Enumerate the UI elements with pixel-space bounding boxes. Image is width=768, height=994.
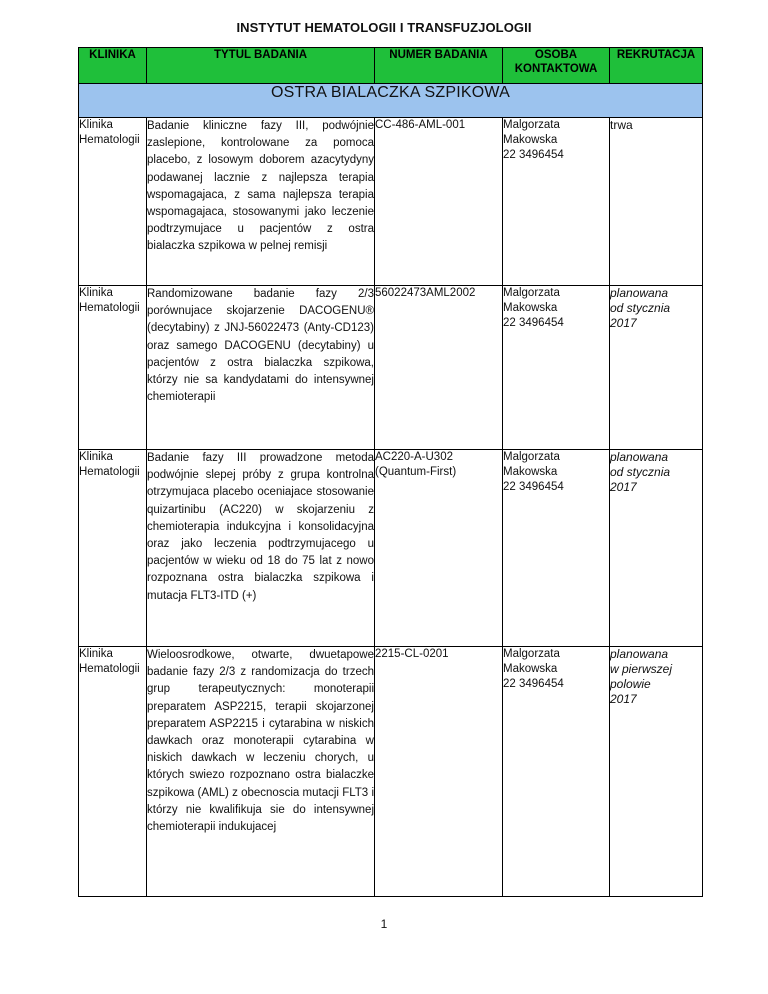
header-tytul-badania: TYTUL BADANIA (147, 48, 375, 84)
recruitment-cell (610, 118, 703, 286)
contact-person-cell (503, 647, 610, 897)
study-title-cell (147, 286, 375, 450)
header-klinika: KLINIKA (79, 48, 147, 84)
study-title: Wieloosrodkowe, otwarte, dwuetapowe badanie fazy 2/3 z randomizacja do trzech grup terapeutycznych: monoterapii preparatem ASP2215, terapii skojarzonej preparatem ASP2215 i cytarabina w niskich dawkach oraz monoterapii cytarabina w niskich dawkach w leczeniu chorych, u których swiezo rozpoznano ostra bialaczke szpikowa (AML) z obecnoscia mutacji FLT3 i którzy nie kwalifikuja sie do intensywnej chemioterapii indukujacej (147, 649, 374, 834)
recruitment-line: planowana (610, 647, 669, 661)
recruitment-line: od stycznia (610, 301, 671, 315)
contact-line: 22 3496454 (503, 678, 564, 690)
recruitment-cell (610, 450, 703, 647)
clinic-line: Hematologii (79, 302, 140, 314)
number-line: 56022473AML2002 (375, 287, 476, 299)
number-line: 2215-CL-0201 (375, 648, 449, 660)
page-number: 1 (380, 917, 388, 931)
table-row (79, 286, 703, 450)
clinic-line: Hematologii (79, 466, 140, 478)
contact-line: 22 3496454 (503, 481, 564, 493)
table-row (79, 118, 703, 286)
clinic-line: Hematologii (79, 663, 140, 675)
study-number-cell (375, 647, 503, 897)
contact-line: Malgorzata (503, 119, 560, 131)
table-row (79, 647, 703, 897)
recruitment-line: planowana (610, 286, 669, 300)
recruitment-line: trwa (610, 118, 633, 132)
recruitment-line: od stycznia (610, 465, 671, 479)
contact-line: Makowska (503, 466, 558, 478)
header-numer-badania: NUMER BADANIA (375, 48, 503, 84)
study-title-cell (147, 647, 375, 897)
study-title-cell (147, 450, 375, 647)
contact-person-cell (503, 450, 610, 647)
contact-person-cell (503, 118, 610, 286)
section-row (79, 84, 703, 118)
contact-line: Makowska (503, 663, 558, 675)
clinic-line: Hematologii (79, 134, 140, 146)
header-osoba-kontaktowa: OSOBA KONTAKTOWA (503, 48, 610, 84)
clinic-cell (79, 118, 147, 286)
section-title: OSTRA BIALACZKA SZPIKOWA (79, 84, 703, 118)
clinic-cell (79, 647, 147, 897)
table-header-row (79, 48, 703, 84)
contact-line: Malgorzata (503, 287, 560, 299)
study-title: Randomizowane badanie fazy 2/3 porównujace skojarzenie DACOGENU® (decytabiny) z JNJ-56022473 (Anty-CD123) oraz samego DACOGENU (decytabiny) u pacjentów z ostra bialaczka szpikowa, którzy nie sa kandydatami do intensywnej chemioterapii (147, 288, 374, 404)
number-line: CC-486-AML-001 (375, 119, 466, 131)
number-line: AC220-A-U302 (375, 451, 453, 463)
recruitment-line: w pierwszej (610, 662, 673, 676)
study-title: Badanie fazy III prowadzone metoda podwójnie slepej próby z grupa kontrolna otrzymujaca placebo oceniajace stosowanie quizartinibu (AC220) w skojarzeniu z chemioterapia indukcyjna i konsolidacyjna oraz jako leczenia podtrzymujacego u pacjentów w wieku od 18 do 75 lat z nowo rozpoznana ostra bialaczka szpikowa i mutacja FLT3-ITD (+) (147, 452, 374, 602)
contact-line: Makowska (503, 302, 558, 314)
study-title: Badanie kliniczne fazy III, podwójnie zaslepione, kontrolowane za pomoca placebo, z losowym doborem azacytydyny podawanej lacznie z najlepsza terapia wspomagajaca, z sama najlepsza terapia wspomagajaca, stosowanymi jako leczenie podtrzymujace u pacjentów z ostra bialaczka szpikowa w pelnej remisji (147, 120, 374, 253)
clinic-line: Klinika (79, 287, 113, 299)
contact-line: Malgorzata (503, 451, 560, 463)
contact-line: 22 3496454 (503, 149, 564, 161)
contact-line: Malgorzata (503, 648, 560, 660)
study-number-cell (375, 286, 503, 450)
clinical-trials-table (78, 47, 703, 897)
clinic-line: Klinika (79, 451, 113, 463)
study-number-cell (375, 118, 503, 286)
contact-person-cell (503, 286, 610, 450)
contact-line: Makowska (503, 134, 558, 146)
study-number-cell (375, 450, 503, 647)
contact-line: 22 3496454 (503, 317, 564, 329)
clinic-cell (79, 450, 147, 647)
clinic-line: Klinika (79, 119, 113, 131)
clinic-cell (79, 286, 147, 450)
recruitment-cell (610, 647, 703, 897)
clinic-line: Klinika (79, 648, 113, 660)
recruitment-line: planowana (610, 450, 669, 464)
recruitment-line: 2017 (610, 316, 637, 330)
recruitment-line: 2017 (610, 692, 637, 706)
table-row (79, 450, 703, 647)
document-title: INSTYTUT HEMATOLOGII I TRANSFUZJOLOGII (236, 20, 532, 35)
number-line: (Quantum-First) (375, 466, 457, 478)
study-title-cell (147, 118, 375, 286)
recruitment-line: 2017 (610, 480, 637, 494)
header-rekrutacja: REKRUTACJA (610, 48, 703, 84)
recruitment-cell (610, 286, 703, 450)
recruitment-line: polowie (610, 677, 651, 691)
